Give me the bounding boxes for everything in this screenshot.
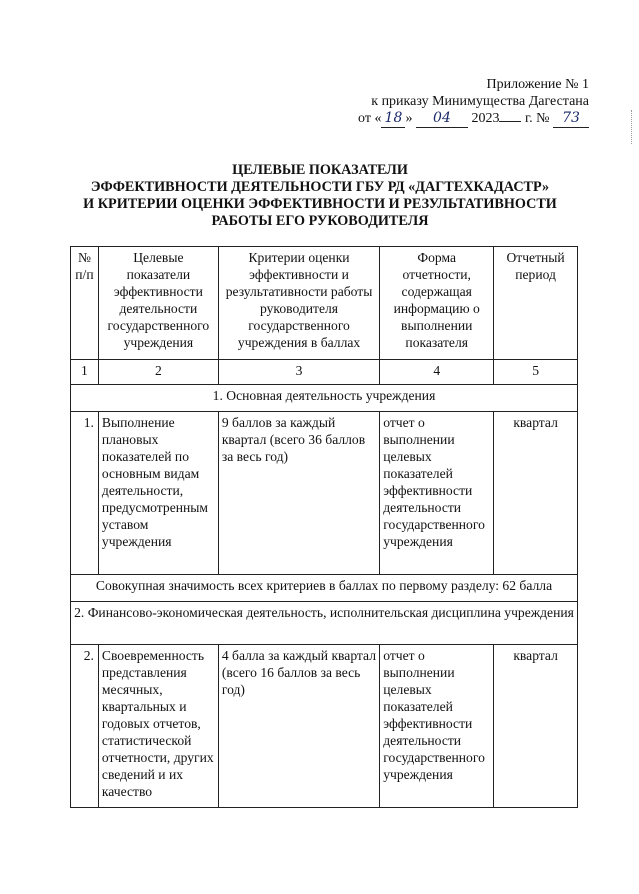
- header-cell: Форма отчетности, содержащая информацию о выполнении показателя: [380, 247, 494, 360]
- appendix-line1: Приложение № 1: [486, 77, 589, 92]
- header-cell: № п/п: [71, 247, 99, 360]
- appendix-line2: к приказу Минимущества Дагестана: [371, 94, 589, 109]
- section-row: [71, 602, 578, 645]
- section-row: [71, 385, 578, 412]
- header-cell: Целевые показатели эффективности деятельности государственного учреждения: [98, 247, 218, 360]
- column-number: 2: [98, 360, 218, 385]
- header-cell: Критерии оценки эффективности и результативности работы руководителя государственного учреждения в баллах: [218, 247, 379, 360]
- title-line1: ЦЕЛЕВЫЕ ПОКАЗАТЕЛИ: [232, 162, 408, 178]
- row-number: 2.: [71, 645, 99, 808]
- table-row: [71, 645, 578, 808]
- date-month: 04: [416, 110, 468, 128]
- scan-edge-mark: [631, 110, 635, 144]
- title-line3: И КРИТЕРИИ ОЦЕНКИ ЭФФЕКТИВНОСТИ И РЕЗУЛЬТАТИВНОСТИ: [83, 196, 557, 212]
- criteria-cell: 4 балла за каждый квартал (всего 16 баллов за весь год): [218, 645, 379, 808]
- document-title: [40, 162, 600, 230]
- report-form-cell: отчет о выполнении целевых показателей эффективности деятельности государственного учреждения: [380, 412, 494, 575]
- date-prefix: от «: [358, 111, 382, 126]
- column-number-row: [71, 360, 578, 385]
- column-number: 4: [380, 360, 494, 385]
- date-year: 2023: [471, 111, 500, 126]
- table-header-row: [71, 247, 578, 360]
- order-number: 73: [553, 110, 589, 128]
- order-number-prefix: г. №: [524, 111, 550, 126]
- section-title: 2. Финансово-экономическая деятельность, исполнительская дисциплина учреждения: [71, 602, 578, 645]
- appendix-header: [358, 76, 589, 128]
- indicator-cell: Своевременность представления месячных, квартальных и годовых отчетов, статистической отчетности, других сведений и их качество: [98, 645, 218, 808]
- column-number: 5: [494, 360, 578, 385]
- header-cell: Отчетный период: [494, 247, 578, 360]
- indicator-cell: Выполнение плановых показателей по основным видам деятельности, предусмотренным уставом учреждения: [98, 412, 218, 575]
- date-mid: »: [405, 111, 413, 126]
- section-title: 1. Основная деятельность учреждения: [71, 385, 578, 412]
- year-blank: [499, 121, 521, 122]
- period-cell: квартал: [494, 645, 578, 808]
- summary-row: [71, 575, 578, 602]
- criteria-cell: 9 баллов за каждый квартал (всего 36 баллов за весь год): [218, 412, 379, 575]
- title-line2: ЭФФЕКТИВНОСТИ ДЕЯТЕЛЬНОСТИ ГБУ РД «ДАГТЕХКАДАСТР»: [90, 179, 550, 195]
- section-summary: Совокупная значимость всех критериев в баллах по первому разделу: 62 балла: [71, 575, 578, 602]
- date-day: 18: [381, 110, 405, 128]
- report-form-cell: отчет о выполнении целевых показателей эффективности деятельности государственного учреждения: [380, 645, 494, 808]
- table-row: [71, 412, 578, 575]
- title-line4: РАБОТЫ ЕГО РУКОВОДИТЕЛЯ: [211, 213, 429, 229]
- indicators-table: [70, 246, 578, 808]
- column-number: 3: [218, 360, 379, 385]
- row-number: 1.: [71, 412, 99, 575]
- period-cell: квартал: [494, 412, 578, 575]
- appendix-date-line: [358, 110, 589, 128]
- column-number: 1: [71, 360, 99, 385]
